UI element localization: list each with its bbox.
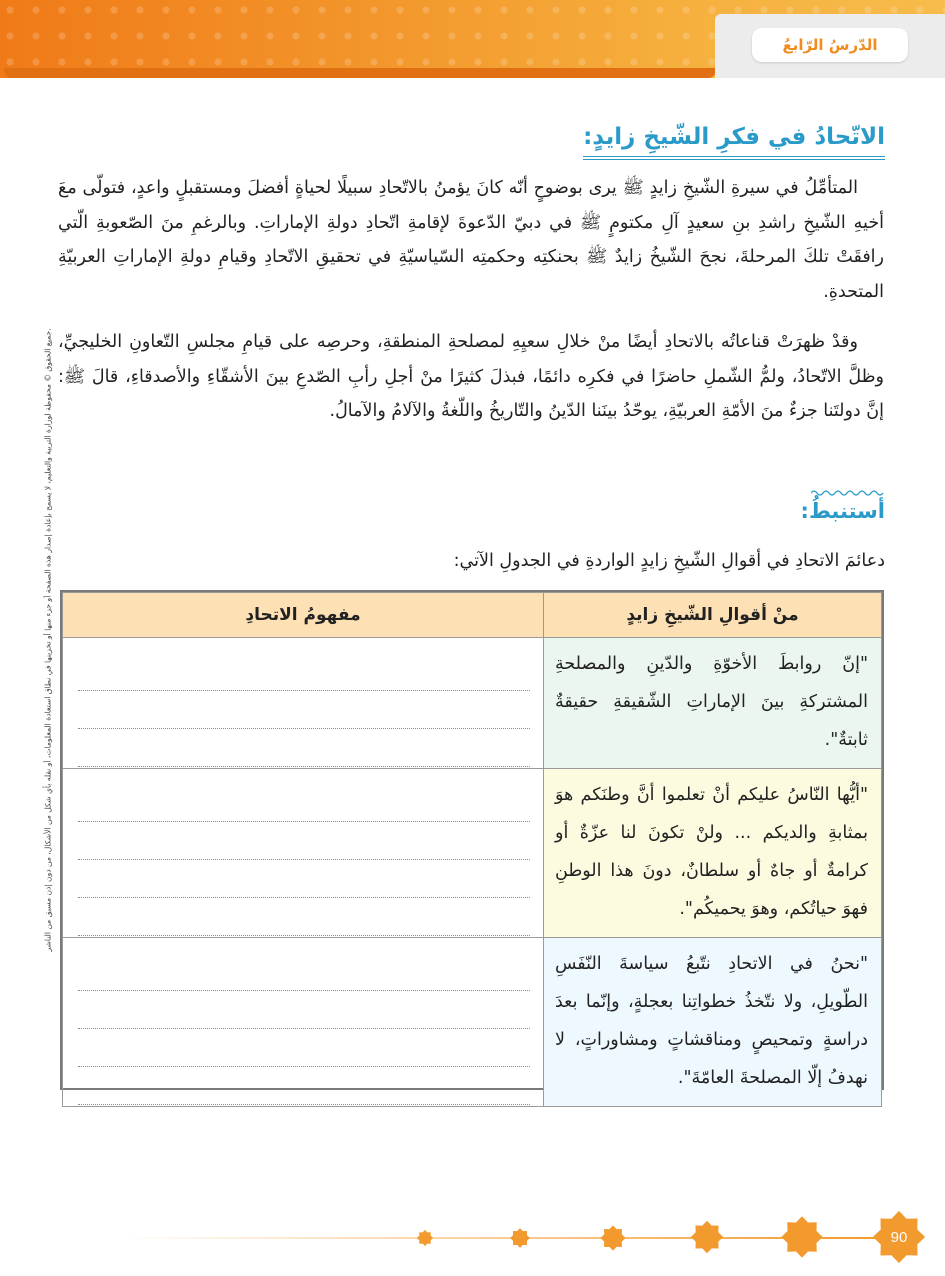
table-row	[63, 769, 882, 938]
paragraph-1: المتأمِّلُ في سيرةِ الشّيخِ زايدٍ ﷺ يرى بوضوحٍ أنّه كانَ يؤمنُ بالاتّحادِ سبيلًا لحياةٍ أفضلَ ومستقبلٍ واعدٍ، فتولّى معَ أخيهِ الشّيخِ راشدِ بنِ سعيدٍ آلِ مكتومٍ ﷺ في دبيّ الدّعوةَ لإقامةِ اتّحادِ دولةِ الإماراتِ. وبالرغمِ منَ الصّعوبةِ الّتي رافقَتْ تلكَ المرحلةَ، نجحَ الشّيخُ زايدٌ ﷺ بحنكتِه وحكمتِه السّياسيّةِ في تحقيقِ الاتّحادِ وقيامِ دولةِ الإماراتِ العربيّةِ المتحدةِ.	[58, 178, 884, 302]
answer-line[interactable]	[78, 729, 530, 767]
copyright-text: جميع الحقوق © محفوظة لوزارة التربية والتعليم، لا يسمح بإعادة إصدار هذه الصفحة أو جزء منها أو تخزينها في نطاق استعادة المعلومات، أو نقله بأي شكل من الأشكال، من دون إذن مسبق من الناشر.	[43, 328, 53, 952]
star-decoration	[779, 1214, 825, 1260]
star-decoration	[689, 1219, 725, 1255]
paragraph-2: وقدْ ظهرَتْ قناعاتُه بالاتحادِ أيضًا منْ خلالِ سعيِهِ لمصلحةِ المنطقةِ، وحرصِه على قيامِ مجلسِ التّعاونِ الخليجيِّ، وظلَّ الاتّحادُ، ولمُّ الشّملِ حاضرًا في فكرِه دائمًا، فبذلَ كثيرًا منْ أجلِ رأبِ الصّدعِ بينَ الأشقّاءِ والأصدقاءِ، قالَ ﷺ: إنَّ دولتَنا جزءٌ منَ الأمّةِ العربيّةِ، يوحّدُ بينَنا الدّينُ والتّاريخُ واللّغةُ والآلامُ والآمالُ.	[58, 332, 884, 421]
answer-line[interactable]	[78, 822, 530, 860]
header-quotes: منْ أقوالِ الشّيخِ زايدٍ	[544, 593, 882, 638]
answer-line[interactable]	[78, 784, 530, 822]
quote-cell	[544, 769, 882, 938]
copyright-note	[40, 300, 56, 980]
activity-instruction: دعائمَ الاتحادِ في أقوالِ الشّيخِ زايدٍ الواردةِ في الجدولِ الآتي:	[453, 551, 885, 571]
star-decoration	[509, 1227, 531, 1249]
quote-cell	[544, 638, 882, 769]
table-row	[63, 638, 882, 769]
answer-line[interactable]	[78, 653, 530, 691]
table-row	[63, 938, 882, 1107]
answer-cell[interactable]	[63, 938, 544, 1107]
quote-text: "أيُّها النّاسُ عليكم أنْ تعلموا أنَّ وطنَكم هوَ بمثابةِ والديكم ... ولنْ تكونَ لنا عزّةٌ أو كرامةٌ أو جاهٌ أو سلطانٌ، دونَ هذا الوطنِ فهوَ حياتُكم، وهوَ يحميكُم".	[555, 785, 868, 919]
answer-line[interactable]	[78, 898, 530, 936]
banner-notch	[4, 68, 716, 78]
page-number: 90	[890, 1228, 908, 1246]
answer-line[interactable]	[78, 1067, 530, 1105]
star-decoration	[599, 1224, 627, 1252]
answer-line[interactable]	[78, 991, 530, 1029]
quote-text: "نحنُ في الاتحادِ نتّبعُ سياسةَ النّفَسِ الطّويلِ، ولا نتّخذُ خطواتِنا بعجلةٍ، وإنّما بعدَ دراسةٍ وتمحيصٍ ومناقشاتٍ ومشاوراتٍ، لا نهدفُ إلّا المصلحةَ العامّةَ".	[555, 954, 868, 1088]
table-header-row	[63, 593, 882, 638]
lesson-label: الدّرسُ الرّابعُ	[752, 28, 908, 62]
answer-line[interactable]	[78, 1029, 530, 1067]
wavy-decoration	[811, 488, 885, 496]
quote-text: "إنّ روابطَ الأخوّةِ والدّينِ والمصلحةِ المشتركةِ بينَ الإماراتِ الشّقيقةِ حقيقةٌ ثابتةٌ".	[555, 654, 868, 750]
activity-table	[60, 590, 884, 1090]
star-decoration	[416, 1229, 434, 1247]
quote-cell	[544, 938, 882, 1107]
answer-line[interactable]	[78, 953, 530, 991]
answer-line[interactable]	[78, 860, 530, 898]
section-title: الاتّحادُ في فكرِ الشّيخِ زايدٍ:	[583, 120, 885, 160]
answer-cell[interactable]	[63, 769, 544, 938]
header-concept: مفهومُ الاتحادِ	[63, 593, 544, 638]
answer-cell[interactable]	[63, 638, 544, 769]
activity-title: أستنبطُ:	[800, 499, 885, 523]
answer-line[interactable]	[78, 691, 530, 729]
footer-line	[120, 1237, 880, 1239]
